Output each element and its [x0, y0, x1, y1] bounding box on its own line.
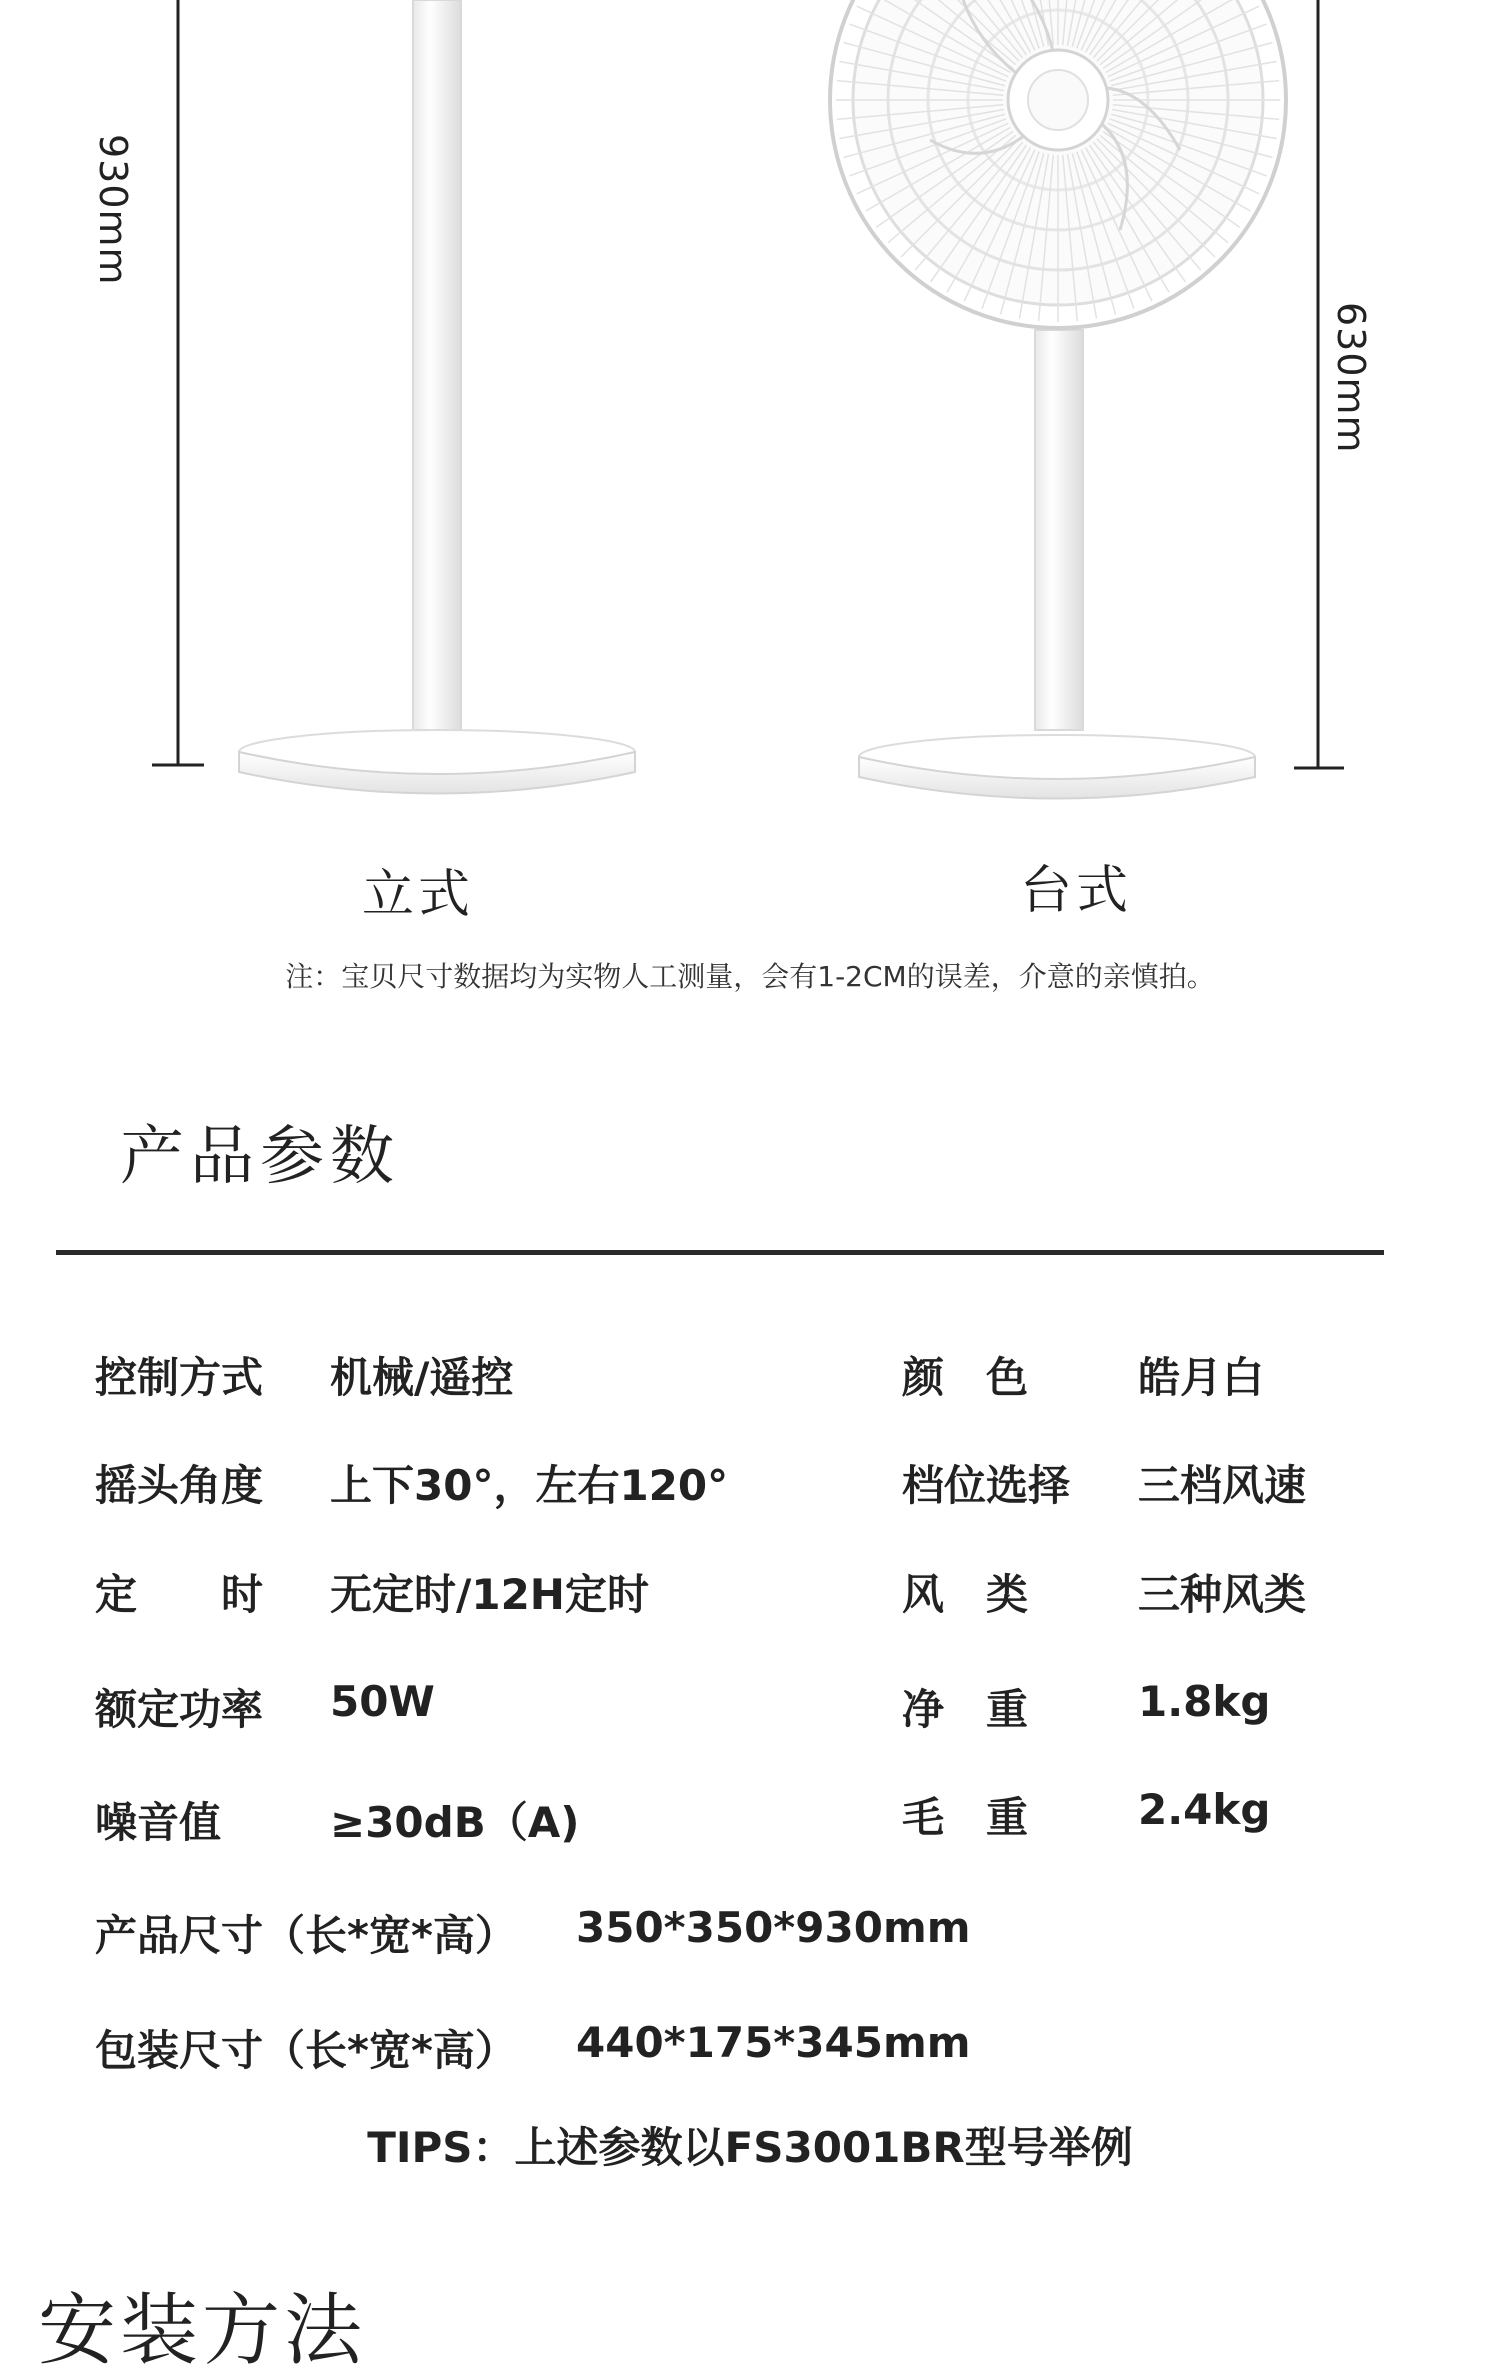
spec-value: 2.4kg — [1138, 1785, 1271, 1834]
spec-label: 净 重 — [902, 1685, 1029, 1734]
fan-head-icon — [830, 0, 1286, 328]
spec-label: 毛 重 — [902, 1793, 1029, 1842]
floor-fan-caption: 立式 — [362, 865, 475, 925]
spec-label: 摇头角度 — [95, 1461, 264, 1510]
measurement-note: 注：宝贝尺寸数据均为实物人工测量，会有1-2CM的误差，介意的亲慎拍。 — [285, 960, 1215, 993]
floor-height-dimension-line — [152, 0, 204, 765]
floor-height-label: 930mm — [91, 134, 135, 286]
floor-fan — [239, 0, 635, 794]
spec-value: 皓月白 — [1138, 1353, 1265, 1402]
table-fan — [830, 0, 1286, 799]
spec-value: 三种风类 — [1138, 1570, 1307, 1619]
spec-value: 上下30°，左右120° — [330, 1461, 729, 1510]
spec-label: 颜 色 — [902, 1353, 1029, 1402]
spec-value: 350*350*930mm — [576, 1903, 971, 1952]
table-height-label: 630mm — [1329, 302, 1373, 454]
spec-label: 包装尺寸（长*宽*高） — [95, 2026, 517, 2075]
spec-label: 风 类 — [902, 1570, 1029, 1619]
spec-value: 三档风速 — [1138, 1461, 1307, 1510]
section-title-product-params: 产品参数 — [120, 1120, 400, 1194]
spec-label: 定 时 — [95, 1570, 264, 1619]
spec-value: 无定时/12H定时 — [330, 1570, 649, 1619]
floor-fan-pole — [413, 0, 461, 730]
spec-value: 机械/遥控 — [330, 1353, 514, 1402]
section-divider — [56, 1250, 1384, 1255]
spec-value: 440*175*345mm — [576, 2018, 971, 2067]
spec-label: 控制方式 — [95, 1353, 264, 1402]
spec-label: 产品尺寸（长*宽*高） — [95, 1911, 517, 1960]
section-title-installation: 安装方法 — [38, 2286, 367, 2376]
spec-label: 额定功率 — [95, 1685, 264, 1734]
fan-dimension-illustration — [0, 0, 1500, 830]
spec-label: 档位选择 — [902, 1461, 1071, 1510]
spec-value: 50W — [330, 1677, 435, 1726]
spec-value: ≥30dB（A) — [330, 1798, 580, 1847]
table-fan-caption: 台式 — [1020, 861, 1133, 921]
spec-value: 1.8kg — [1138, 1677, 1271, 1726]
table-fan-pole — [1035, 330, 1083, 730]
tips-note: TIPS：上述参数以FS3001BR型号举例 — [367, 2123, 1133, 2172]
spec-label: 噪音值 — [95, 1798, 222, 1847]
